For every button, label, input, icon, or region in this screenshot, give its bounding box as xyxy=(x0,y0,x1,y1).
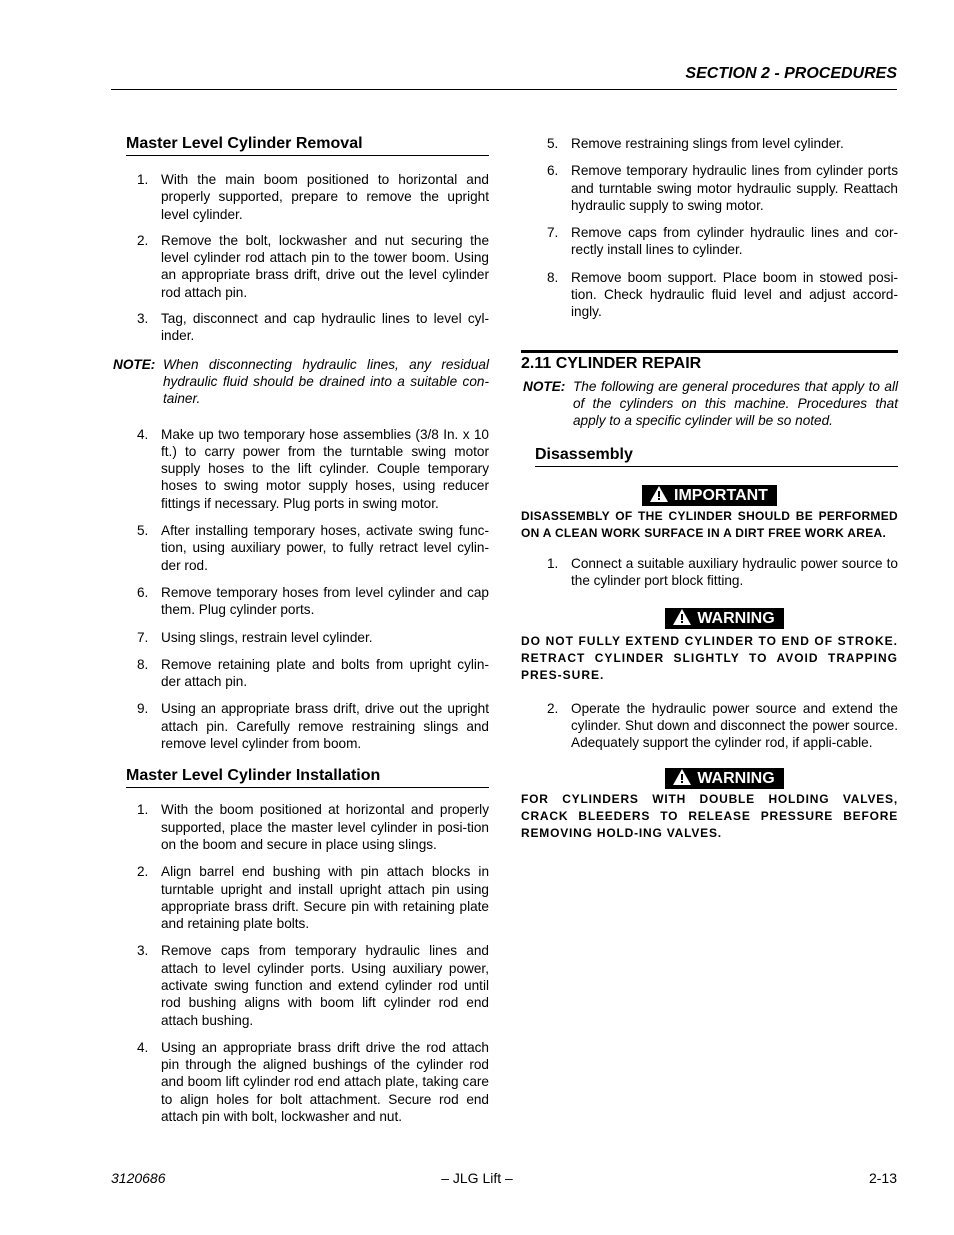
list-item: 1. With the boom positioned at horizontal and properly supported, place the master level cylinder in posi-tion on the boom and secure in place using slings. xyxy=(137,802,489,852)
warning-triangle-icon xyxy=(673,609,691,625)
list-item: 3. Tag, disconnect and cap hydraulic lines to level cyl-inder. xyxy=(137,311,489,344)
footer-page-number: 2-13 xyxy=(868,1170,897,1186)
repair-note xyxy=(521,378,898,430)
warning-triangle-icon xyxy=(673,769,691,785)
warning-badge: WARNING xyxy=(665,608,783,629)
list-item: 6. Remove temporary hydraulic lines from cylinder ports and turntable swing motor hydraulic supply. Reattach hydraulic supply to swing motor. xyxy=(547,163,898,213)
footer-publisher: – JLG Lift – xyxy=(441,1170,513,1186)
removal-steps-b xyxy=(111,426,489,753)
list-item: 2. Operate the hydraulic power source and extend the cylinder. Shut down and disconnect the power source. Adequately support the cylinder rod, if appli-cable. xyxy=(547,700,898,751)
list-item: 9. Using an appropriate brass drift, drive out the upright attach pin. Carefully remove restraining slings and remove level cylinder from boom. xyxy=(137,701,489,752)
removal-heading: Master Level Cylinder Removal xyxy=(126,135,489,156)
warning-banner-2 xyxy=(521,768,898,789)
warning-text-2: FOR CYLINDERS WITH DOUBLE HOLDING VALVES, CRACK BLEEDERS TO RELEASE PRESSURE BEFORE REMOVING HOLD-ING VALVES. xyxy=(521,791,898,841)
list-item: 2. Remove the bolt, lockwasher and nut securing the level cylinder rod attach pin to the tower boom. Using an appropriate brass drift, drive out the level cylinder rod attach pin. xyxy=(137,232,489,300)
list-item: 7. Remove caps from cylinder hydraulic lines and cor-rectly install lines to cylinder. xyxy=(547,225,898,258)
section-header: SECTION 2 - PROCEDURES xyxy=(685,65,897,82)
disassembly-heading: Disassembly xyxy=(535,446,898,467)
disassembly-step-2 xyxy=(521,700,898,752)
installation-steps xyxy=(111,801,489,1125)
list-item: 1. With the main boom positioned to horizontal and properly supported, prepare to remove the upright level cylinder. xyxy=(137,172,489,222)
note-label: NOTE: xyxy=(523,378,566,394)
list-item: 5. Remove restraining slings from level cylinder. xyxy=(547,136,844,151)
note-text: When disconnecting hydraulic lines, any residual hydraulic fluid should be drained into a suitable con-tainer. xyxy=(163,356,489,407)
warning-text-1: DO NOT FULLY EXTEND CYLINDER TO END OF STROKE. RETRACT CYLINDER SLIGHTLY TO AVOID TRAPPING PRES-SURE. xyxy=(521,633,898,683)
disassembly-step-1 xyxy=(521,555,898,590)
important-badge: IMPORTANT xyxy=(642,485,777,506)
left-column xyxy=(111,120,489,1125)
list-item: 6. Remove temporary hoses from level cylinder and cap them. Plug cylinder ports. xyxy=(137,584,489,618)
warning-triangle-icon xyxy=(650,486,668,502)
removal-note xyxy=(111,356,489,408)
note-text: The following are general procedures that apply to all of the cylinders on this machine. Procedures that apply to a specific cylinder will be so noted. xyxy=(573,378,898,429)
important-text: DISASSEMBLY OF THE CYLINDER SHOULD BE PERFORMED ON A CLEAN WORK SURFACE IN A DIRT FREE WORK AREA. xyxy=(521,508,898,540)
installation-steps-continued xyxy=(521,135,898,321)
list-item: 2. Align barrel end bushing with pin attach blocks in turntable upright and install upright attach pin using appropriate brass drift. Secure pin with retaining plate and retaining plate bolts. xyxy=(137,864,489,932)
section-heading-cylinder-repair: 2.11 CYLINDER REPAIR xyxy=(521,350,898,373)
list-item: 4. Make up two temporary hose assemblies (3/8 In. x 10 ft.) to carry power from the turntable swing motor supply hoses to the lift cylinder. Couple temporary hoses to swing motor supply hoses, using reducer fittings if necessary. Plug ports in swing motor. xyxy=(137,426,489,511)
warning-banner-1 xyxy=(521,608,898,629)
header-rule xyxy=(111,89,897,90)
list-item: 3. Remove caps from temporary hydraulic lines and attach to level cylinder ports. Using auxiliary power, activate swing function and extend cylinder rod until rod bushing aligns with boom lift cylinder rod end attach bushing. xyxy=(137,943,489,1028)
list-item: 1. Connect a suitable auxiliary hydraulic power source to the cylinder port block fitting. xyxy=(547,556,898,589)
removal-steps-a xyxy=(111,171,489,345)
list-item: 5. After installing temporary hoses, activate swing func-tion, using auxiliary power, to fully retract level cylin-der rod. xyxy=(137,523,489,573)
warning-badge: WARNING xyxy=(665,768,783,789)
list-item: 4. Using an appropriate brass drift drive the rod attach pin through the aligned bushings of the cylinder rod and boom lift cylinder rod end attach plate, taking care to align holes for bolt attachment. Secure rod end attach pin with bolt, lockwasher and nut. xyxy=(137,1039,489,1125)
list-item: 7. Using slings, restrain level cylinder. xyxy=(137,629,373,645)
installation-heading: Master Level Cylinder Installation xyxy=(126,767,489,788)
important-banner xyxy=(521,485,898,506)
list-item: 8. Remove boom support. Place boom in stowed posi-tion. Check hydraulic fluid level and adjust accord-ingly. xyxy=(547,269,898,320)
list-item: 8. Remove retaining plate and bolts from upright cylin-der attach pin. xyxy=(137,656,489,690)
right-column xyxy=(521,135,898,842)
note-label: NOTE: xyxy=(113,356,156,372)
footer-doc-number: 3120686 xyxy=(111,1170,166,1186)
